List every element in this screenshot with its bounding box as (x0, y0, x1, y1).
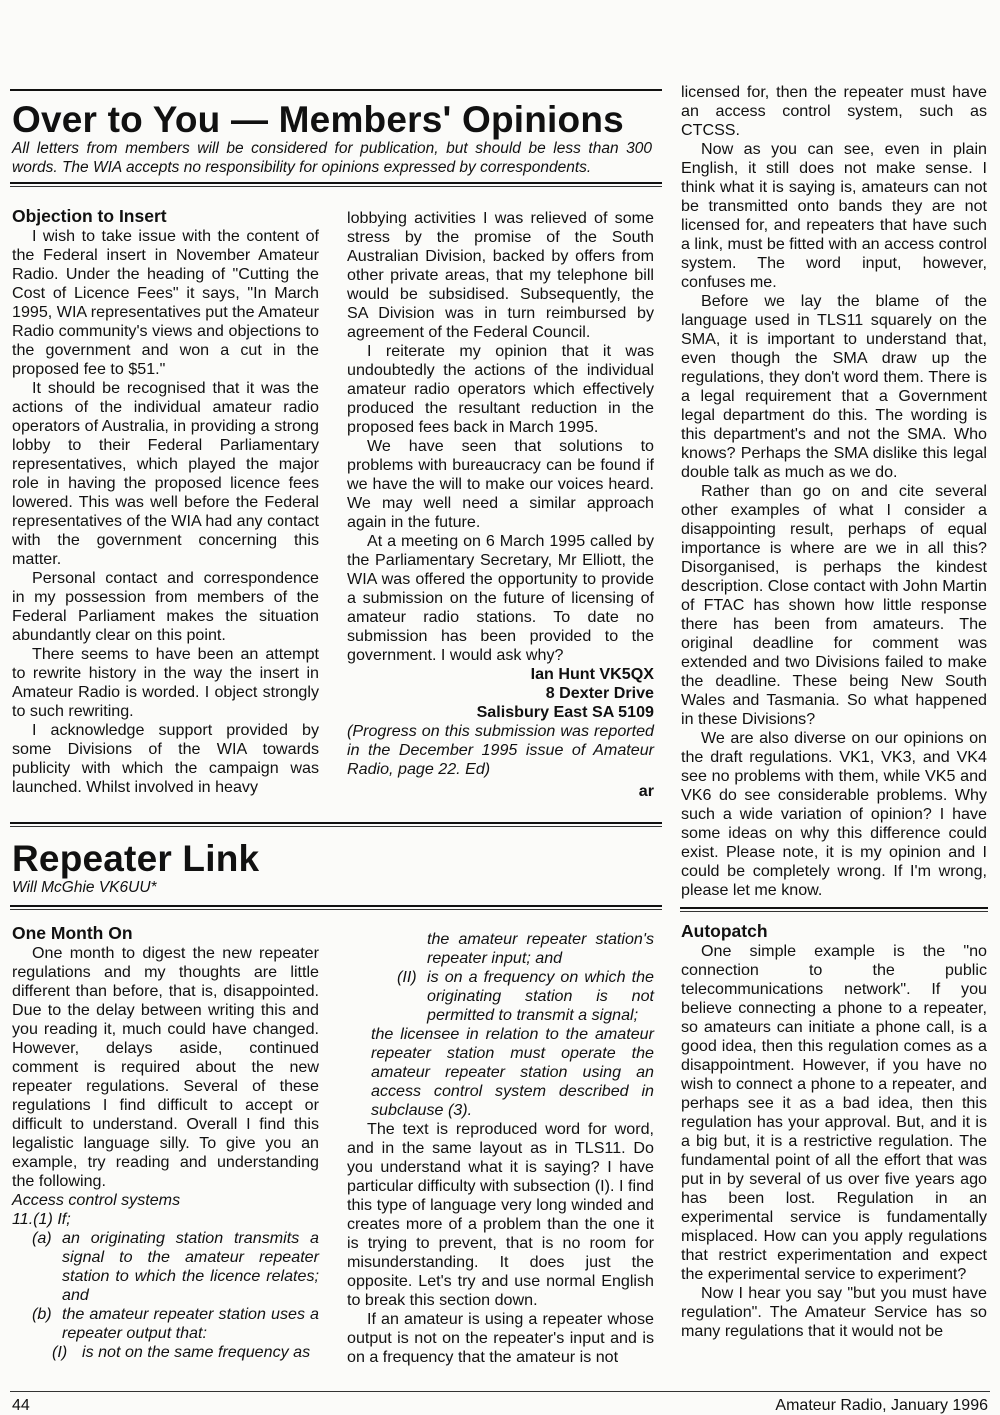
paragraph: If an amateur is using a repeater whose output is not on the repeater's input and is on a frequency that the amateur is not (347, 1310, 654, 1366)
paragraph: Now as you can see, even in plain English, it still does not make sense. I think what it is saying is, amateurs can not be transmitted onto bands they are not licensed for, and repeaters that have such a link, must be fitted with an access control system. The word input, however, confuses me. (681, 140, 987, 291)
paragraph: Now I hear you say "but you must have regulation". The Amateur Service has so many regulations that it would not be (681, 1284, 987, 1340)
top-rule-left (10, 89, 662, 91)
item-text: an originating station transmits a signal to the amateur repeater station to which the licence relates; and (62, 1229, 319, 1304)
paragraph: Rather than go on and cite several other examples of what I consider a disappointing result, perhaps of equal importance is where are we in all this? Disorganised, is perhaps the kindest description. Close contact with John Martin of FTAC has shown how little response there has been from amateurs. The original deadline for comment was extended and two Divisions failed to make the deadline. These being New South Wales and Tasmania. So what happened in these Divisions? (681, 482, 987, 728)
autopatch-subheading: Autopatch (681, 921, 768, 941)
article2-byline: Will McGhie VK6UU* (12, 879, 157, 896)
right-column-bottom (681, 920, 987, 1341)
item-text: is on a frequency on which the originating station is not permitted to transmit a signal; (427, 968, 654, 1024)
byline-rule-thin (10, 909, 662, 910)
footer-rule (10, 1391, 990, 1392)
signature-street: 8 Dexter Drive (545, 684, 654, 702)
end-mark: ar (638, 782, 654, 800)
quote-tail: the licensee in relation to the amateur repeater station must operate the amateur repeater station using an access control system described in subclause (3). (371, 1025, 654, 1119)
quote-heading: Access control systems (12, 1191, 181, 1209)
right-column-rule-thin (680, 911, 988, 912)
paragraph: I acknowledge support provided by some Divisions of the WIA towards publicity with which the campaign was launched. Whilst involved in heavy (12, 721, 319, 796)
paragraph: lobbying activities I was relieved of some stress by the promise of the South Australian Division, backed by offers from other private areas, that my telephone bill would be subsidised. Subsequently, the SA Division was in turn reimbursed by agreement of the Federal Council. (347, 209, 654, 341)
right-column-top (681, 83, 987, 900)
article2-top-rule (10, 822, 662, 824)
paragraph: At a meeting on 6 March 1995 called by the Parliamentary Secretary, Mr Elliott, the WIA was offered the opportunity to provide a submission on the future of licensing of amateur radio stations. To date no submission has been provided to the government. I would ask why? (347, 532, 654, 664)
right-column-rule (680, 907, 988, 909)
item-label: (b) (32, 1305, 52, 1323)
article2-column-2 (347, 930, 654, 1367)
blurb-rule (10, 182, 662, 184)
quote-item-i (52, 1343, 319, 1362)
editor-note: (Progress on this submission was reported in the December 1995 issue of Amateur Radio, page 22. Ed) (347, 722, 654, 778)
publication-footer: Amateur Radio, January 1996 (775, 1397, 988, 1414)
paragraph: There seems to have been an attempt to rewrite history in the way the insert in Amateur Radio is worded. I object strongly to such rewriting. (12, 645, 319, 720)
quote-clause: 11.(1) If; (12, 1210, 71, 1228)
paragraph: Before we lay the blame of the language used in TLS11 squarely on the SMA, it is important to understand that, even though the SMA draw up the regulations, they don't word them. There is a legal requirement that a Government legal department do this. The wording is this department's and not the SMA. Who knows? Perhaps the SMA dislike this legal double talk as much as we do. (681, 292, 987, 481)
quote-item-i-cont: the amateur repeater station's repeater input; and (427, 930, 654, 967)
section-subheading: One Month On (12, 923, 133, 943)
paragraph: It should be recognised that it was the actions of the individual amateur radio operators of Australia, in providing a strong lobby to their Federal Parliamentary representatives, which played the major role in having the proposed licence fees lowered. This was well before the Federal representatives of the WIA had any contact with the government concerning this matter. (12, 379, 319, 568)
paragraph: One simple example is the "no connection to the public telecommunications network". If you believe connecting a phone to a repeater, so amateurs can initiate a phone call, is a good idea, then this regulation comes as a disappointment. However, if you have no wish to connect a phone to a repeater, and perhaps see it as a bad idea, then this regulation has your approval. But, and it is a big but, it is a restrictive regulation. The fundamental point of all the effort that was put in by several of us over five years ago has been lost. Regulation in an experimental service is fundamentally misplaced. How can you apply regulations that restrict experimentation and expect the experimental service to experiment? (681, 942, 987, 1283)
paragraph: licensed for, then the repeater must have an access control system, such as CTCSS. (681, 83, 987, 139)
paragraph: One month to digest the new repeater regulations and my thoughts are little different than before, that is, disappointed. Due to the delay between writing this and you reading it, much could have changed. However, delays aside, continued comment is required about the new repeater regulations. Several of these regulations I find difficult to accept or difficult to understand. Overall I find this legalistic language silly. To give you an example, try reading and understanding the following. (12, 944, 319, 1190)
paragraph: We are also diverse on our opinions on the draft regulations. VK1, VK3, and VK4 see no problems with them, while VK5 and VK6 do see considerable problems. Why such a wide variation of opinion? I have some ideas on why this difference could exist. Please note, it is my opinion and I could be completely wrong. If I'm wrong, please let me know. (681, 729, 987, 899)
item-label: (II) (397, 968, 417, 986)
paragraph: Personal contact and correspondence in my possession from members of the Federal Parliament makes the situation abundantly clear on this point. (12, 569, 319, 644)
letter-subheading: Objection to Insert (12, 206, 167, 226)
blurb-rule-thin (10, 186, 662, 187)
item-label: (I) (52, 1343, 68, 1361)
article1-column-2 (347, 209, 654, 801)
paragraph: I reiterate my opinion that it was undoubtedly the actions of the individual amateur radio operators which effectively produced the resultant reduction in the proposed fees back in March 1995. (347, 342, 654, 436)
quote-item-a (32, 1229, 319, 1305)
article-title: Over to You — Members' Opinions (12, 99, 624, 140)
item-text: the amateur repeater station uses a repeater output that: (62, 1305, 319, 1342)
quote-item-ii (397, 968, 654, 1025)
article1-column-1 (12, 205, 319, 797)
item-label: (a) (32, 1229, 52, 1247)
article2-column-1 (12, 922, 319, 1362)
article-blurb: All letters from members will be considered for publication, but should be less than 300 words. The WIA accepts no responsibility for opinions expressed by correspondents. (12, 140, 652, 176)
item-text: is not on the same frequency as (82, 1343, 311, 1361)
paragraph: We have seen that solutions to problems with bureaucracy can be found if we have the will to make our voices heard. We may well need a similar approach again in the future. (347, 437, 654, 531)
article2-top-rule-thin (10, 826, 662, 827)
article2-title: Repeater Link (12, 838, 260, 879)
paragraph: The text is reproduced word for word, and in the same layout as in TLS11. Do you understand what it is saying? I have particular difficulty with subsection (I). I find this type of language very long winded and creates more of a problem than the one it is trying to prevent, that is no room for misunderstanding. It does just the opposite. Let's try and use normal English to break this section down. (347, 1120, 654, 1309)
signature-town: Salisbury East SA 5109 (476, 703, 654, 721)
signature-name: Ian Hunt VK5QX (530, 665, 654, 683)
paragraph: I wish to take issue with the content of the Federal insert in November Amateur Radio. Under the heading of "Cutting the Cost of Licence Fees" it says, "In March 1995, WIA representatives put the Amateur Radio community's views and objections to the government and won a cut in the proposed fee to $51." (12, 227, 319, 378)
page-number: 44 (12, 1397, 30, 1414)
quote-item-b (32, 1305, 319, 1343)
byline-rule (10, 905, 662, 907)
